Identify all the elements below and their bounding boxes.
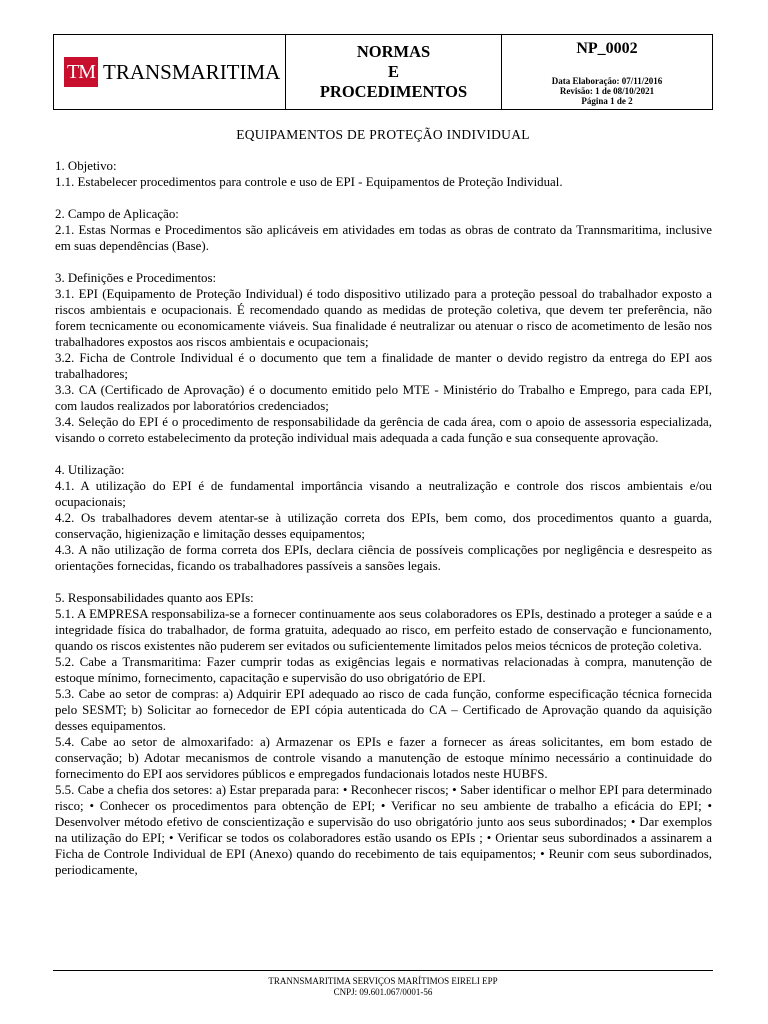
paragraph: 2.1. Estas Normas e Procedimentos são aplicáveis em atividades em todas as obras de contrato da Trannsmaritima, inclusive em suas dependências (Base). [55, 223, 712, 253]
paragraph: 3.1. EPI (Equipamento de Proteção Individual) é todo dispositivo utilizado para a proteção pessoal do trabalhador exposto a riscos ambientais e ocupacionais. É recomendado quando as medidas de proteção coletiva, que devem ter preferência, não forem tecnicamente ou economicamente viáveis. Sua finalidade é neutralizar ou atenuar o risco de acometimento de lesão nos trabalhadores expostos aos riscos ambientais e ocupacionais; [55, 287, 712, 349]
pagina: Página 1 de 2 [581, 96, 633, 106]
footer-divider [53, 970, 713, 971]
document-title: EQUIPAMENTOS DE PROTEÇÃO INDIVIDUAL [236, 127, 530, 142]
logo-text: TRANSMARITIMA [103, 59, 281, 84]
paragraph: 2. Campo de Aplicação: [55, 207, 179, 221]
paragraph-gap [55, 446, 712, 462]
paragraph: 4.3. A não utilização de forma correta dos EPIs, declara ciência de possíveis complicações por negligência e desrespeito as orientações fornecidas, ficando os trabalhadores passíveis a sansões legais. [55, 543, 712, 573]
paragraph: 5.4. Cabe ao setor de almoxarifado: a) Armazenar os EPIs e fazer a fornecer as áreas solicitantes, em bom estado de conservação; b) Adotar mecanismos de controle visando a manutenção de estoque mínimo necessário a continuidade do fornecimento do EPI aos servidores públicos e empregados fundacionais lotados neste HUBFS. [55, 735, 712, 781]
paragraph: 5. Responsabilidades quanto aos EPIs: [55, 591, 254, 605]
paragraph-gap [55, 574, 712, 590]
paragraph: 4. Utilização: [55, 463, 125, 477]
paragraph: 5.5. Cabe a chefia dos setores: a) Estar preparada para: • Reconhecer riscos; • Saber identificar o melhor EPI para determinado risco; • Conhecer os procedimentos para obtenção de EPI; • Verificar no seu ambiente de trabalho a eficácia do EPI; • Desenvolver método efetivo de conscientização e supervisão do uso obrigatório junto aos seus subordinados; • Dar exemplos na utilização do EPI; • Verificar se todos os colaboradores estão usando os EPIs ; • Orientar seus subordinados a assinarem a Ficha de Controle Individual de EPI (Anexo) quando do recebimento de tais equipamentos; • Reunir com seus subordinados, periodicamente, [55, 783, 712, 877]
paragraph: 1.1. Estabelecer procedimentos para controle e uso de EPI - Equipamentos de Proteção Individual. [55, 175, 563, 189]
paragraph: 5.2. Cabe a Transmaritima: Fazer cumprir todas as exigências legais e normativas relacionadas à compra, manutenção de estoque mínimo, fornecimento, capacitação e supervisão do uso obrigatório de EPI. [55, 655, 712, 685]
paragraph: 1. Objetivo: [55, 159, 117, 173]
footer [53, 976, 713, 998]
header-title [286, 35, 502, 109]
paragraph: 4.1. A utilização do EPI é de fundamental importância visando a neutralização e controle dos riscos ambientais e/ou ocupacionais; [55, 479, 712, 509]
footer-cnpj: CNPJ: 09.601.067/0001-56 [333, 987, 433, 997]
paragraph-gap [55, 254, 712, 270]
paragraph: 3. Definições e Procedimentos: [55, 271, 217, 285]
paragraph: 5.3. Cabe ao setor de compras: a) Adquirir EPI adequado ao risco de cada função, conforme especificação técnica fornecida pelo SESMT; b) Solicitar ao fornecedor de EPI cópia autenticada do CA – Certificado de Aprovação quando da aquisição desses equipamentos. [55, 687, 712, 733]
paragraph: 3.4. Seleção do EPI é o procedimento de responsabilidade da gerência de cada área, com o apoio de assessoria especializada, visando o correto estabelecimento da proteção individual mais adequada a cada função e sua consequente aprovação. [55, 415, 712, 445]
doc-code: NP_0002 [576, 40, 638, 57]
document-body [55, 158, 712, 878]
doc-meta [552, 76, 663, 106]
header-title-line: E [387, 62, 399, 81]
paragraph: 4.2. Os trabalhadores devem atentar-se à utilização correta dos EPIs, bem como, dos procedimentos quanto a guarda, conservação, higienização e limitação desses equipamentos; [55, 511, 712, 541]
paragraph: 3.3. CA (Certificado de Aprovação) é o documento emitido pelo MTE - Ministério do Trabalho e Emprego, para cada EPI, com laudos realizados por laboratórios credenciados; [55, 383, 712, 413]
header-info [502, 35, 712, 109]
paragraph-gap [55, 190, 712, 206]
logo-mark: TM [64, 57, 98, 87]
logo [54, 35, 286, 109]
revisao: Revisão: 1 de 08/10/2021 [559, 86, 655, 96]
header-title-line: PROCEDIMENTOS [319, 82, 468, 101]
paragraph: 5.1. A EMPRESA responsabiliza-se a fornecer continuamente aos seus colaboradores os EPIs, destinado a proteger a saúde e a integridade física do trabalhador, de forma gratuita, adequado ao risco, em perfeito estado de conservação e funcionamento, quando os riscos existentes não puderem ser evitados ou suficientemente limitados pelos meios técnicos de proteção coletiva. [55, 607, 712, 653]
document-header [53, 34, 713, 110]
paragraph: 3.2. Ficha de Controle Individual é o documento que tem a finalidade de manter o devido registro da entrega do EPI aos trabalhadores; [55, 351, 712, 381]
header-title-line: NORMAS [356, 42, 431, 61]
data-elaboracao: Data Elaboração: 07/11/2016 [551, 76, 663, 86]
footer-company: TRANNSMARITIMA SERVIÇOS MARÍTIMOS EIRELI EPP [268, 976, 498, 986]
